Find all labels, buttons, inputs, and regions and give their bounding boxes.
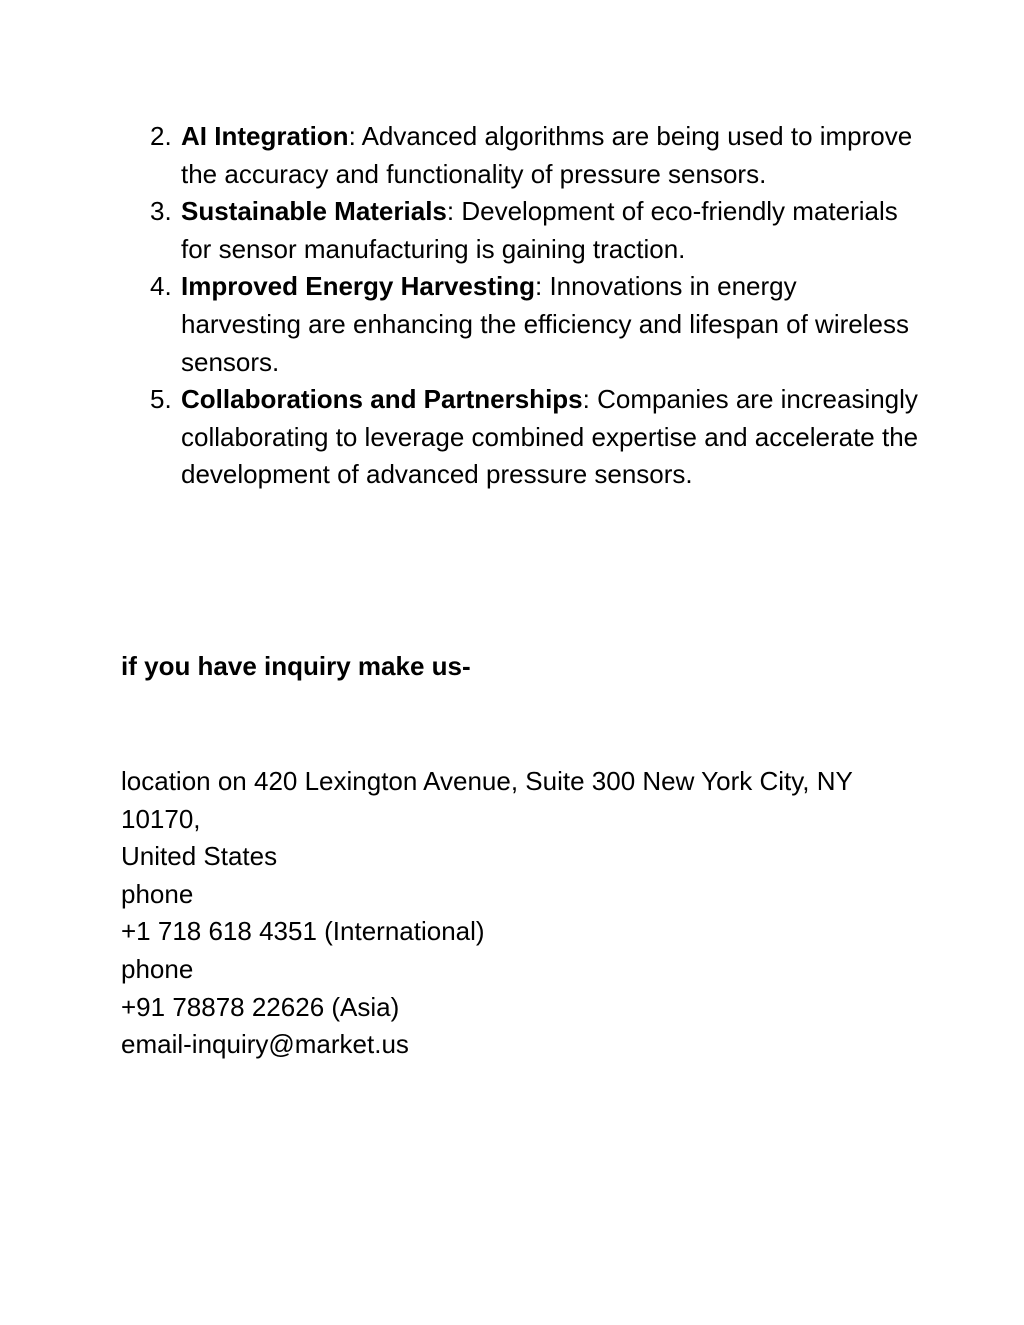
phone-label: phone (121, 953, 194, 984)
list-item (121, 268, 921, 381)
contact-location: location on 420 Lexington Avenue, Suite 300 New York City, NY 10170, (121, 766, 853, 834)
list-item-term: Improved Energy Harvesting (181, 271, 535, 302)
list-item-term: Sustainable Materials (181, 196, 447, 227)
phone-number-asia[interactable]: +91 78878 22626 (Asia) (121, 991, 400, 1022)
list-item-number: 2. (150, 121, 172, 151)
list-item-number: 3. (150, 196, 172, 227)
list-item-number: 5. (150, 384, 172, 415)
contact-block (121, 763, 921, 1064)
phone-number-international[interactable]: +1 718 618 4351 (International) (121, 916, 485, 947)
list-item (121, 118, 921, 193)
phone-label: phone (121, 878, 194, 909)
list-item-text: : Advanced algorithms are being used to improve the accuracy and functionality of pressure sensors. (181, 121, 913, 189)
list-item (121, 193, 921, 268)
contact-country: United States (121, 841, 278, 872)
inquiry-heading: if you have inquiry make us- (121, 651, 471, 681)
list-item-number: 4. (150, 271, 172, 302)
list-item-text: : Companies are increasingly collaborating to leverage combined expertise and accelerate the development of advanced pressure sensors. (181, 384, 919, 490)
list-item (121, 381, 921, 494)
list-item-text: : Development of eco-friendly materials for sensor manufacturing is gaining traction. (181, 196, 898, 264)
trends-list (121, 118, 921, 494)
contact-email[interactable]: email-inquiry@market.us (121, 1029, 409, 1060)
list-item-term: Collaborations and Partnerships (181, 384, 583, 415)
list-item-text: : Innovations in energy harvesting are enhancing the efficiency and lifespan of wireless sensors. (181, 271, 909, 377)
list-item-term: AI Integration (181, 121, 349, 151)
